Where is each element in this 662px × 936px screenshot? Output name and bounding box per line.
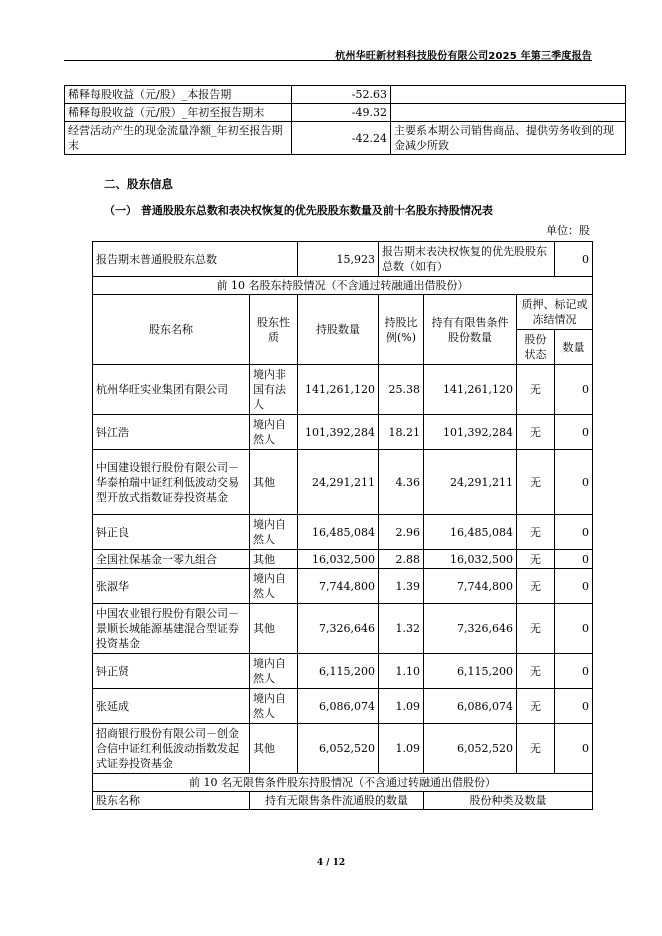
table-row <box>93 415 593 450</box>
table-row <box>93 569 593 604</box>
row-note: 主要系本期公司销售商品、提供劳务收到的现金减少所致 <box>391 122 626 155</box>
holder-shares: 6,052,520 <box>298 724 379 774</box>
holder-restricted: 7,326,646 <box>424 604 517 654</box>
holder-ratio: 25.38 <box>379 365 424 415</box>
holder-nature: 境内自然人 <box>250 689 298 724</box>
summary-row <box>93 242 593 277</box>
table-row <box>93 515 593 550</box>
holder-name: 张延成 <box>93 689 250 724</box>
row-label: 稀释每股收益（元/股）_本报告期 <box>65 86 292 104</box>
holder-name: 招商银行股份有限公司－创金合信中证红利低波动指数发起式证券投资基金 <box>93 724 250 774</box>
holder-ratio: 2.88 <box>379 550 424 569</box>
holder-shares: 16,485,084 <box>298 515 379 550</box>
holder-restricted: 141,261,120 <box>424 365 517 415</box>
holder-qty: 0 <box>555 450 593 515</box>
holder-status: 无 <box>517 604 555 654</box>
col-header-ratio: 持股比例(%) <box>379 295 424 365</box>
holder-name: 中国农业银行股份有限公司－景顺长城能源基建混合型证券投资基金 <box>93 604 250 654</box>
holder-restricted: 16,485,084 <box>424 515 517 550</box>
holder-shares: 141,261,120 <box>298 365 379 415</box>
unit-label: 单位：股 <box>546 224 590 237</box>
header-row <box>93 295 593 330</box>
holder-qty: 0 <box>555 515 593 550</box>
top10-title: 前 10 名股东持股情况（不含通过转融通出借股份） <box>93 277 593 295</box>
shareholders-table <box>92 241 593 810</box>
holder-ratio: 1.10 <box>379 654 424 689</box>
holder-qty: 0 <box>555 415 593 450</box>
holder-status: 无 <box>517 550 555 569</box>
holder-ratio: 4.36 <box>379 450 424 515</box>
holder-nature: 境内自然人 <box>250 515 298 550</box>
holder-qty: 0 <box>555 550 593 569</box>
pref-holders-label: 报告期末表决权恢复的优先股股东总数（如有） <box>379 242 555 277</box>
holder-ratio: 2.96 <box>379 515 424 550</box>
table-row <box>65 86 626 104</box>
holder-status: 无 <box>517 654 555 689</box>
holder-qty: 0 <box>555 654 593 689</box>
col-header-qty: 数量 <box>555 330 593 365</box>
holder-qty: 0 <box>555 569 593 604</box>
row-value: -52.63 <box>292 86 391 104</box>
page-number: 4 / 12 <box>316 858 346 868</box>
holder-ratio: 1.32 <box>379 604 424 654</box>
row-note <box>391 86 626 104</box>
total-holders-label: 报告期末普通股股东总数 <box>93 242 298 277</box>
holder-qty: 0 <box>555 604 593 654</box>
holder-nature: 其他 <box>250 550 298 569</box>
holder-restricted: 101,392,284 <box>424 415 517 450</box>
table-row <box>93 604 593 654</box>
col-header-status: 股份状态 <box>517 330 555 365</box>
holder-qty: 0 <box>555 689 593 724</box>
holder-name: 张淑华 <box>93 569 250 604</box>
holder-nature: 其他 <box>250 724 298 774</box>
holder-nature: 其他 <box>250 450 298 515</box>
col-header-shares: 持股数量 <box>298 295 379 365</box>
table-row <box>93 654 593 689</box>
section-subtitle: （一） 普通股股东总数和表决权恢复的优先股股东数量及前十名股东持股情况表 <box>104 204 493 217</box>
holder-restricted: 16,032,500 <box>424 550 517 569</box>
holder-shares: 6,086,074 <box>298 689 379 724</box>
table-row <box>93 450 593 515</box>
row-label: 稀释每股收益（元/股）_年初至报告期末 <box>65 104 292 122</box>
holder-status: 无 <box>517 515 555 550</box>
holder-nature: 境内自然人 <box>250 415 298 450</box>
header-rule <box>64 60 592 61</box>
pref-holders-value: 0 <box>555 242 593 277</box>
table-row <box>65 104 626 122</box>
unrestricted-header-count: 持有无限售条件流通股的数量 <box>250 792 424 810</box>
table-row <box>93 550 593 569</box>
table-row <box>93 365 593 415</box>
holder-nature: 境内自然人 <box>250 569 298 604</box>
holder-ratio: 1.09 <box>379 724 424 774</box>
table-row <box>93 724 593 774</box>
holder-ratio: 1.09 <box>379 689 424 724</box>
holder-ratio: 18.21 <box>379 415 424 450</box>
col-header-nature: 股东性质 <box>250 295 298 365</box>
row-value: -42.24 <box>292 122 391 155</box>
holder-qty: 0 <box>555 724 593 774</box>
unrestricted-header-name: 股东名称 <box>93 792 250 810</box>
holder-name: 中国建设银行股份有限公司－华泰柏瑞中证红利低波动交易型开放式指数证券投资基金 <box>93 450 250 515</box>
holder-qty: 0 <box>555 365 593 415</box>
holder-shares: 6,115,200 <box>298 654 379 689</box>
top10-title-row <box>93 277 593 295</box>
holder-shares: 101,392,284 <box>298 415 379 450</box>
holder-status: 无 <box>517 415 555 450</box>
holder-status: 无 <box>517 365 555 415</box>
holder-restricted: 6,115,200 <box>424 654 517 689</box>
row-label: 经营活动产生的现金流量净额_年初至报告期末 <box>65 122 292 155</box>
holder-nature: 其他 <box>250 604 298 654</box>
holder-status: 无 <box>517 689 555 724</box>
row-value: -49.32 <box>292 104 391 122</box>
total-holders-value: 15,923 <box>298 242 379 277</box>
holder-restricted: 24,291,211 <box>424 450 517 515</box>
holder-status: 无 <box>517 569 555 604</box>
holder-name: 杭州华旺实业集团有限公司 <box>93 365 250 415</box>
holder-shares: 16,032,500 <box>298 550 379 569</box>
holder-shares: 7,744,800 <box>298 569 379 604</box>
holder-name: 全国社保基金一零九组合 <box>93 550 250 569</box>
unrestricted-title-row <box>93 774 593 792</box>
table-row <box>93 689 593 724</box>
unrestricted-header-type: 股份种类及数量 <box>424 792 593 810</box>
page-header: 杭州华旺新材料科技股份有限公司2025 年第三季度报告 <box>335 51 592 62</box>
col-header-restricted: 持有有限售条件股份数量 <box>424 295 517 365</box>
row-note <box>391 104 626 122</box>
holder-name: 钭正贤 <box>93 654 250 689</box>
holder-restricted: 7,744,800 <box>424 569 517 604</box>
unrestricted-header-row <box>93 792 593 810</box>
col-header-pledge: 质押、标记或冻结情况 <box>517 295 593 330</box>
holder-nature: 境内非国有法人 <box>250 365 298 415</box>
holder-restricted: 6,086,074 <box>424 689 517 724</box>
col-header-name: 股东名称 <box>93 295 250 365</box>
holder-ratio: 1.39 <box>379 569 424 604</box>
holder-shares: 7,326,646 <box>298 604 379 654</box>
eps-cashflow-table <box>64 85 626 155</box>
table-row <box>65 122 626 155</box>
holder-shares: 24,291,211 <box>298 450 379 515</box>
section-title: 二、股东信息 <box>104 177 173 191</box>
holder-name: 钭正良 <box>93 515 250 550</box>
holder-status: 无 <box>517 724 555 774</box>
holder-nature: 境内自然人 <box>250 654 298 689</box>
unrestricted-title: 前 10 名无限售条件股东持股情况（不含通过转融通出借股份） <box>93 774 593 792</box>
holder-status: 无 <box>517 450 555 515</box>
holder-restricted: 6,052,520 <box>424 724 517 774</box>
holder-name: 钭江浩 <box>93 415 250 450</box>
